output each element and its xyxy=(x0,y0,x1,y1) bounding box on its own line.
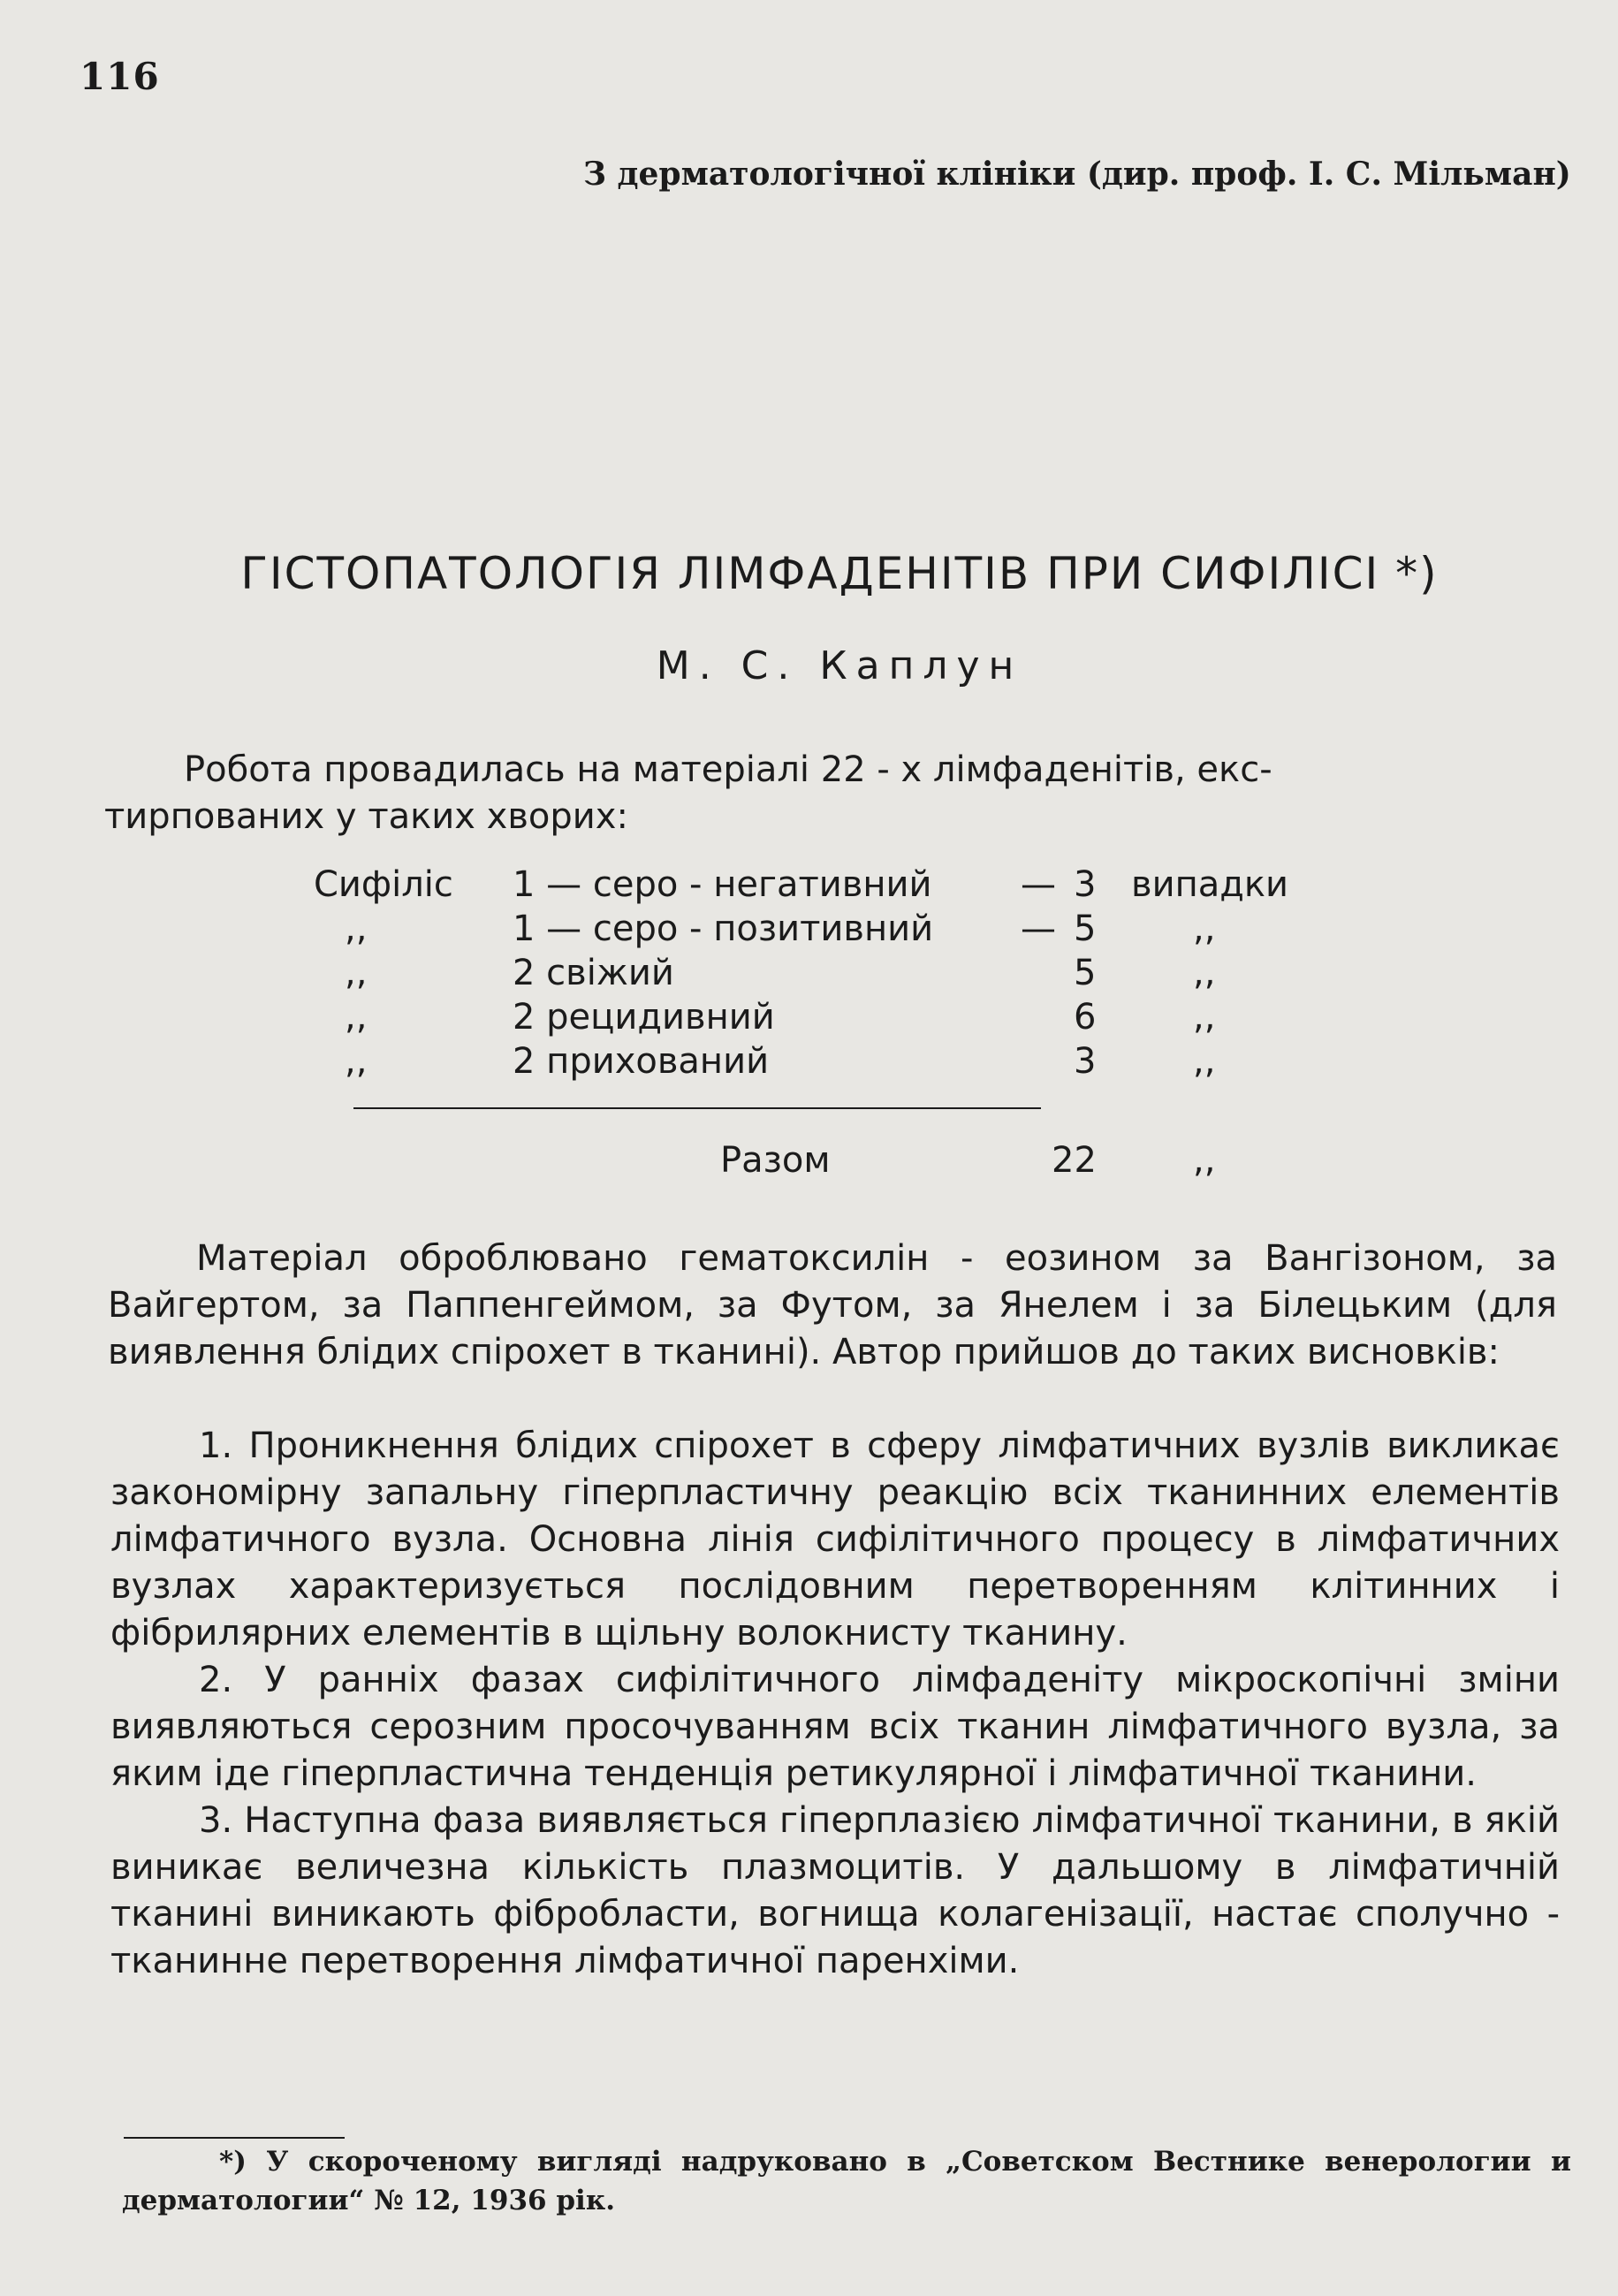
table-row xyxy=(314,1041,1374,1085)
conclusion-item: 2. У ранніх фазах сифілітичного лімфаденіту мікроскопічні зміни виявляються серозним просочуванням всіх тканин лімфатичного вузла, за яким іде гіперпластична тенденція ретикулярної і лімфатичної тканини. xyxy=(110,1660,1560,1794)
total-label: Разом xyxy=(720,1140,831,1181)
conclusion-item: 1. Проникнення блідих спірохет в сферу лімфатичних вузлів викликає закономірну запальну гіперпластичну реакцію всіх тканинних елементів лімфатичного вузла. Основна лінія сифілітичного процесу в лімфатичних вузлах характеризується послідовним перетворенням клітинних і фібрилярних елементів в щільну волокнисту тканину. xyxy=(110,1425,1560,1654)
count-cell: 5 xyxy=(1074,909,1097,949)
total-count: 22 xyxy=(1052,1140,1097,1181)
diagnosis-cell: ,, xyxy=(345,909,368,949)
unit-cell: випадки xyxy=(1131,864,1289,905)
dash-cell: — xyxy=(1021,864,1056,905)
method-paragraph: Матеріал оброблювано гематоксилін - еозином за Вангізоном, за Вайгертом, за Паппенгеймом, за Футом, за Янелем і за Білецьким (для виявлення блідих спірохет в тканині). Автор прийшов до таких висновків: xyxy=(108,1238,1557,1372)
unit-cell: ,, xyxy=(1193,1041,1216,1082)
table-row xyxy=(314,997,1374,1041)
unit-cell: ,, xyxy=(1193,909,1216,949)
stage-cell: 2 рецидивний xyxy=(513,997,775,1038)
stage-cell: 1 — серо - позитивний xyxy=(513,909,934,949)
table-row xyxy=(314,864,1374,909)
conclusion-item: 3. Наступна фаза виявляється гіперплазією лімфатичної тканини, в якій виникає величезна кількість плазмоцитів. У дальшому в лімфатичній тканині виникають фібробласти, вогнища колагенізації, настає сполучно - тканинне перетворення лімфатичної паренхіми. xyxy=(110,1800,1560,1981)
conclusions-list xyxy=(110,1423,1560,1985)
diagnosis-cell: ,, xyxy=(345,997,368,1038)
total-unit: ,, xyxy=(1193,1140,1216,1181)
count-cell: 6 xyxy=(1074,997,1097,1038)
footnote-rule xyxy=(124,2137,345,2139)
page-number: 116 xyxy=(80,55,160,98)
intro-line: Робота провадилась на матеріалі 22 - х лімфаденітів, екс- xyxy=(184,749,1272,790)
diagnosis-cell: ,, xyxy=(345,953,368,993)
count-cell: 3 xyxy=(1074,864,1097,905)
dash-cell: — xyxy=(1021,909,1056,949)
unit-cell: ,, xyxy=(1193,953,1216,993)
article-title: ГІСТОПАТОЛОГІЯ ЛІМФАДЕНІТІВ ПРИ СИФІЛІСІ *) xyxy=(240,548,1439,599)
table-row xyxy=(314,953,1374,997)
count-cell: 3 xyxy=(1074,1041,1097,1082)
diagnosis-cell: ,, xyxy=(345,1041,368,1082)
diagnosis-cell: Сифіліс xyxy=(314,864,453,905)
cases-table xyxy=(314,864,1374,1085)
stage-cell: 2 свіжий xyxy=(513,953,674,993)
article-author: М. С. Каплун xyxy=(656,643,1023,688)
footnote: *) У скороченому вигляді надруковано в „Советском Вестнике венерологии и дерматологии“ № 12, 1936 рік. xyxy=(122,2146,1571,2216)
affiliation-line: З дерматологічної клініки (дир. проф. І. С. Мільман) xyxy=(583,156,1571,193)
stage-cell: 1 — серо - негативний xyxy=(513,864,932,905)
table-total-rule xyxy=(353,1107,1041,1109)
intro-line: тирпованих у таких хворих: xyxy=(104,796,628,837)
count-cell: 5 xyxy=(1074,953,1097,993)
stage-cell: 2 прихований xyxy=(513,1041,770,1082)
table-row xyxy=(314,909,1374,953)
unit-cell: ,, xyxy=(1193,997,1216,1038)
intro-paragraph xyxy=(104,747,1553,840)
